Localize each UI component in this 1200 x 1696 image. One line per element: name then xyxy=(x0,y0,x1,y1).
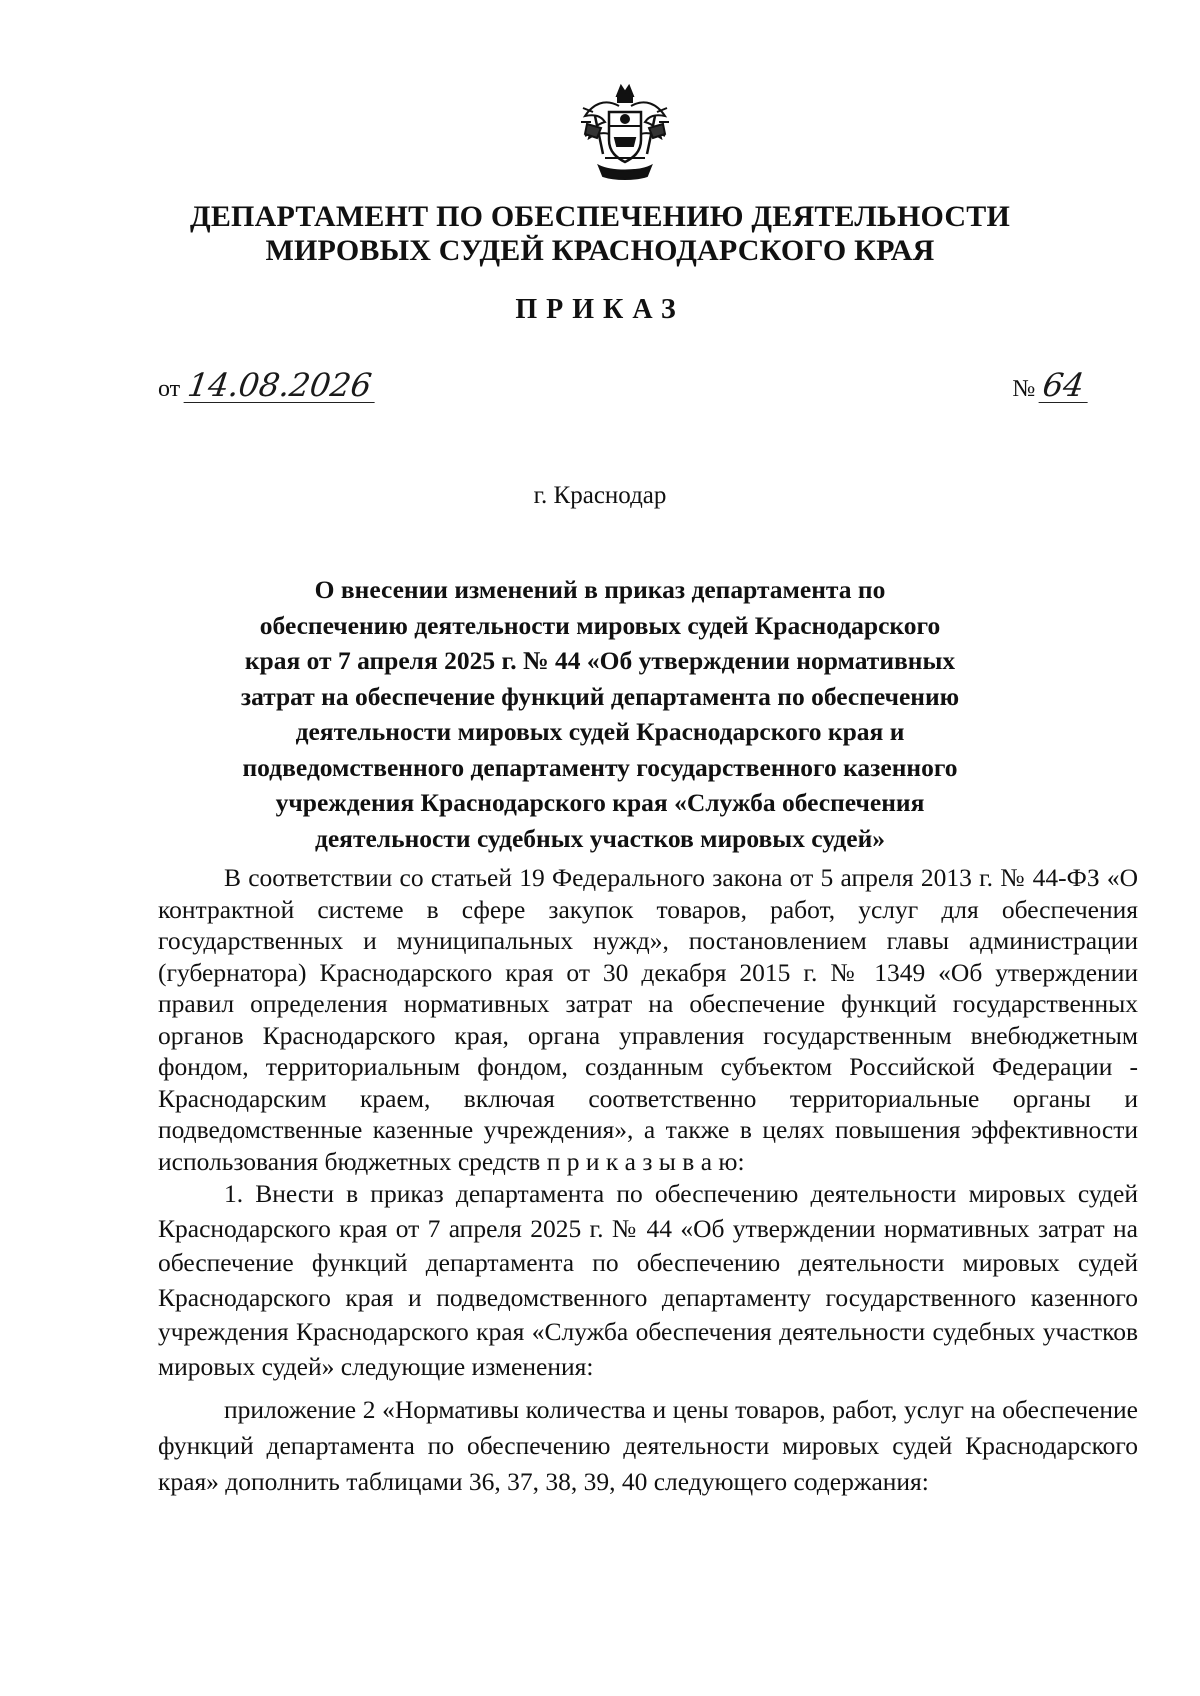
number-prefix: № xyxy=(1012,376,1036,402)
order-number-field xyxy=(1012,368,1090,403)
document-type-title: ПРИКАЗ xyxy=(515,294,685,325)
subject-line: подведомственного департаменту государственного казенного xyxy=(242,752,958,782)
date-field xyxy=(158,368,377,403)
appendix-paragraph: приложение 2 «Нормативы количества и цены товаров, работ, услуг на обеспечение функций департамента по обеспечению деятельности мировых судей Краснодарского края» дополнить таблицами 36, 37, 38, 39, 40 следующего содержания: xyxy=(158,1395,1138,1496)
subject-line: обеспечению деятельности мировых судей Краснодарского xyxy=(259,610,941,640)
city-line: г. Краснодар xyxy=(533,482,667,509)
organization-name-line-1: ДЕПАРТАМЕНТ ПО ОБЕСПЕЧЕНИЮ ДЕЯТЕЛЬНОСТИ xyxy=(190,200,1010,233)
subject-line: деятельности мировых судей Краснодарского края и xyxy=(295,717,905,746)
subject-line: деятельности судебных участков мировых судей» xyxy=(314,823,886,853)
organization-name xyxy=(150,200,1050,268)
clause-1-paragraph: 1. Внести в приказ департамента по обеспечению деятельности мировых судей Краснодарского края от 7 апреля 2025 г. № 44 «Об утверждении нормативных затрат на обеспечение функций департамента по обеспечению деятельности мировых судей Краснодарского края и подведомственного департаменту государственного казенного учреждения Краснодарского края «Служба обеспечения деятельности судебных участков мировых судей» следующие изменения: xyxy=(158,1179,1138,1381)
organization-name-line-2: МИРОВЫХ СУДЕЙ КРАСНОДАРСКОГО КРАЯ xyxy=(265,234,935,267)
coat-of-arms-icon xyxy=(575,82,675,184)
order-subject xyxy=(190,572,1010,856)
subject-line: затрат на обеспечение функций департамента по обеспечению xyxy=(240,681,960,711)
subject-line: учреждения Краснодарского края «Служба обеспечения xyxy=(275,788,925,817)
date-prefix: от xyxy=(158,376,181,402)
order-body xyxy=(158,862,1138,1500)
subject-line: края от 7 апреля 2025 г. № 44 «Об утверждении нормативных xyxy=(244,646,956,675)
subject-line: О внесении изменений в приказ департамента по xyxy=(314,575,886,604)
preamble-paragraph: В соответствии со статьей 19 Федерального закона от 5 апреля 2013 г. № 44-ФЗ «О контрактной системе в сфере закупок товаров, работ, услуг для обеспечения государственных и муниципальных нужд», постановлением главы администрации (губернатора) Краснодарского края от 30 декабря 2015 г. № 1349 «Об утверждении правил определения нормативных затрат на обеспечение функций государственных органов Краснодарского края, органа управления государственным внебюджетным фондом, территориальным фондом, созданным субъектом Российской Федерации - Краснодарским краем, включая соответственно территориальные органы и подведомственные казенные учреждения», а также в целях повышения эффективности использования бюджетных средств п р и к а з ы в а ю: xyxy=(158,863,1138,1176)
handwritten-number: 64 xyxy=(1039,368,1093,403)
handwritten-date: 14.08.2026 xyxy=(184,368,380,403)
